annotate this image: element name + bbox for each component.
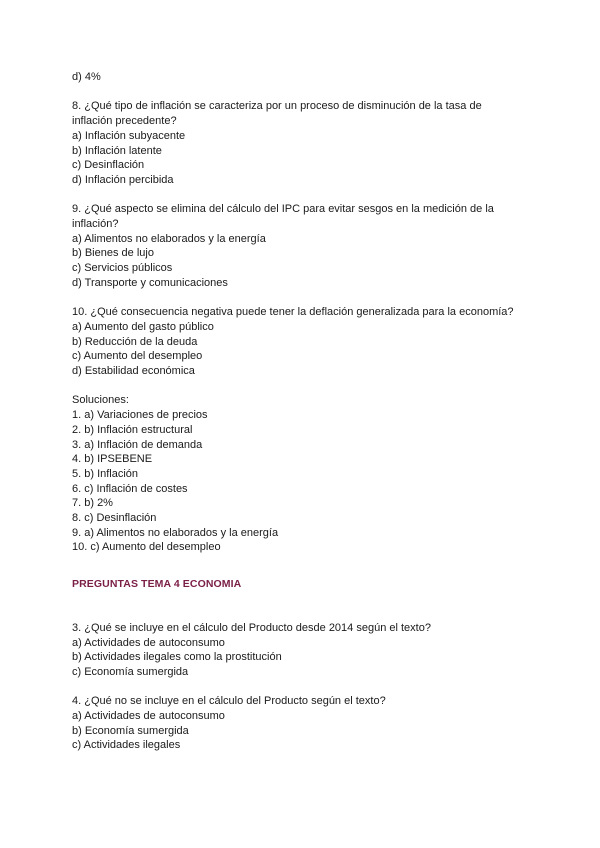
option-line: c) Aumento del desempleo <box>72 350 203 363</box>
previous-question-tail <box>72 70 542 85</box>
solution-item: 7. b) 2% <box>72 497 113 510</box>
question-8 <box>72 99 542 187</box>
solution-item: 8. c) Desinflación <box>72 512 157 525</box>
section-heading: PREGUNTAS TEMA 4 ECONOMIA <box>72 578 242 591</box>
solution-item: 4. b) IPSEBENE <box>72 453 153 466</box>
option-line: b) Economía sumergida <box>72 724 189 737</box>
option-line: a) Aumento del gasto público <box>72 320 214 333</box>
question-text: inflación precedente? <box>72 115 177 128</box>
solution-item: 6. c) Inflación de costes <box>72 482 188 495</box>
solution-item: 5. b) Inflación <box>72 467 139 480</box>
tema4-question-4 <box>72 694 542 753</box>
solution-item: 1. a) Variaciones de precios <box>72 409 208 422</box>
question-text: 3. ¿Qué se incluye en el cálculo del Producto desde 2014 según el texto? <box>72 621 431 634</box>
solution-item: 10. c) Aumento del desempleo <box>72 541 221 554</box>
question-text: inflación? <box>72 218 119 230</box>
option-line: c) Economía sumergida <box>72 665 189 678</box>
option-line: c) Desinflación <box>72 159 145 172</box>
question-text: 9. ¿Qué aspecto se elimina del cálculo del IPC para evitar sesgos en la medición de la <box>72 203 494 216</box>
question-10 <box>72 305 542 379</box>
solution-item: 3. a) Inflación de demanda <box>72 438 203 451</box>
solution-item: 2. b) Inflación estructural <box>72 423 193 436</box>
solutions-block <box>72 393 542 555</box>
question-text: 10. ¿Qué consecuencia negativa puede tener la deflación generalizada para la economía? <box>72 306 514 319</box>
option-line: d) Transporte y comunicaciones <box>72 276 228 289</box>
question-text: 8. ¿Qué tipo de inflación se caracteriza por un proceso de disminución de la tasa de <box>72 100 482 113</box>
question-9 <box>72 202 542 290</box>
solutions-title: Soluciones: <box>72 394 129 407</box>
option-line: a) Actividades de autoconsumo <box>72 710 225 723</box>
option-line: b) Inflación latente <box>72 144 162 157</box>
option-line: c) Servicios públicos <box>72 262 173 275</box>
option-line: d) Inflación percibida <box>72 173 174 186</box>
option-line: a) Inflación subyacente <box>72 129 186 142</box>
option-line: d) Estabilidad económica <box>72 365 195 378</box>
option-line: a) Actividades de autoconsumo <box>72 636 225 649</box>
option-line: a) Alimentos no elaborados y la energía <box>72 232 266 245</box>
option-line: b) Bienes de lujo <box>72 247 154 260</box>
solution-item: 9. a) Alimentos no elaborados y la energía <box>72 526 279 539</box>
option-line: c) Actividades ilegales <box>72 739 181 752</box>
question-text: 4. ¿Qué no se incluye en el cálculo del Producto según el texto? <box>72 695 386 708</box>
option-line: d) 4% <box>72 71 101 83</box>
option-line: b) Reducción de la deuda <box>72 335 198 348</box>
tema4-question-3 <box>72 621 542 680</box>
option-line: b) Actividades ilegales como la prostitución <box>72 651 282 664</box>
document-page <box>72 70 542 768</box>
